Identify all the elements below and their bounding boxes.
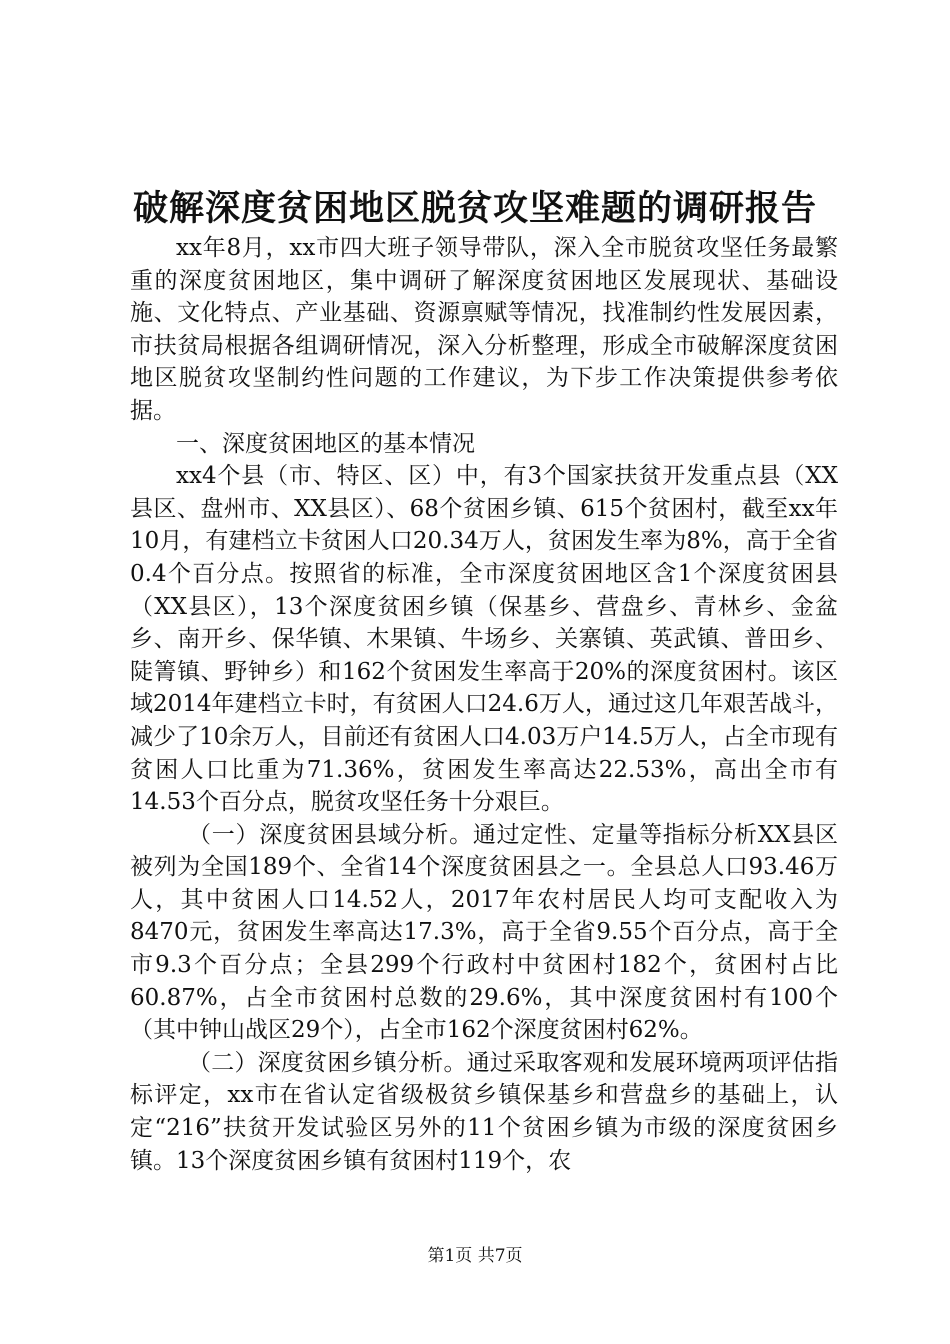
document-title: 破解深度贫困地区脱贫攻坚难题的调研报告 bbox=[132, 188, 817, 229]
page-number: 第1页 bbox=[427, 1246, 473, 1266]
page-total: 共7页 bbox=[477, 1246, 523, 1266]
paragraph-intro: xx年8月，xx市四大班子领导带队，深入全市脱贫攻坚任务最繁重的深度贫困地区，集中调研了解深度贫困地区发展现状、基础设施、文化特点、产业基础、资源禀赋等情况，找准制约性发展因素，市扶贫局根据各组调研情况，深入分析整理，形成全市破解深度贫困地区脱贫攻坚制约性问题的工作建议，为下步工作决策提供参考依据。 bbox=[130, 235, 838, 424]
document-body bbox=[130, 232, 838, 1177]
page-footer bbox=[0, 1245, 950, 1267]
paragraph-overview: xx4个县（市、特区、区）中，有3个国家扶贫开发重点县（XX县区、盘州市、XX县区）、68个贫困乡镇、615个贫困村，截至xx年10月，有建档立卡贫困人口20.34万人，贫困发生率为8%，高于全省0.4个百分点。按照省的标准，全市深度贫困地区含1个深度贫困县（XX县区），13个深度贫困乡镇（保基乡、营盘乡、青林乡、金盆乡、南开乡、保华镇、木果镇、牛场乡、关寨镇、英武镇、普田乡、陡箐镇、野钟乡）和162个贫困发生率高于20%的深度贫困村。该区域2014年建档立卡时，有贫困人口24.6万人，通过这几年艰苦战斗，减少了10余万人，目前还有贫困人口4.03万户14.5万人，占全市现有贫困人口比重为71.36%，贫困发生率高达22.53%，高出全市有14.53个百分点，脱贫攻坚任务十分艰巨。 bbox=[130, 463, 838, 816]
paragraph-county-analysis: （一）深度贫困县域分析。通过定性、定量等指标分析XX县区被列为全国189个、全省14个深度贫困县之一。全县总人口93.46万人，其中贫困人口14.52人，2017年农村居民人均可支配收入为8470元，贫困发生率高达17.3%，高于全省9.55个百分点，高于全市9.3个百分点；全县299个行政村中贫困村182个，贫困村占比60.87%，占全市贫困村总数的29.6%，其中深度贫困村有100个（其中钟山战区29个），占全市162个深度贫困村62%。 bbox=[130, 821, 838, 1044]
paragraph-township-analysis: （二）深度贫困乡镇分析。通过采取客观和发展环境两项评估指标评定，xx市在省认定省级极贫乡镇保基乡和营盘乡的基础上，认定“216”扶贫开发试验区另外的11个贫困乡镇为市级的深度贫困乡镇。13个深度贫困乡镇有贫困村119个，农 bbox=[130, 1049, 838, 1174]
section-heading-basic-situation: 一、深度贫困地区的基本情况 bbox=[176, 430, 475, 457]
